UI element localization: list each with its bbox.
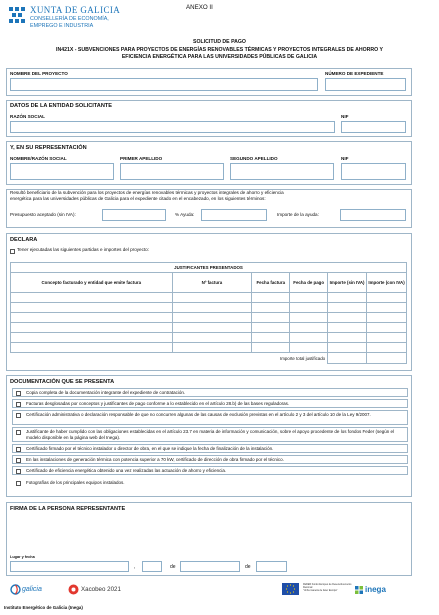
doc-checkbox[interactable] bbox=[16, 391, 21, 396]
place-date-label: Lugar y fecha bbox=[10, 555, 35, 559]
doc-item-label: Justificante de haber cumplido con las obligaciones establecidas en el artículo 23.7 en materia de información y comunicación, sobre el apoyo procedente de los fondos Feder (según el modelo disponible en la página web del Inega). bbox=[26, 428, 394, 440]
col-concept: Concepto facturado y entidad que emite factura bbox=[11, 273, 173, 293]
applicant-nif-field[interactable] bbox=[341, 121, 406, 133]
table-row[interactable] bbox=[11, 303, 407, 313]
doc-item-label: Certificación administrativa o declaración responsable de que no concurren algunas de las causas de exclusión previstas en el artículo 2 y 3 del artículo 10 de la Ley 9/2007. bbox=[26, 411, 371, 417]
total-no-vat-field[interactable] bbox=[328, 353, 367, 364]
project-name-field[interactable] bbox=[10, 78, 318, 91]
total-vat-field[interactable] bbox=[367, 353, 407, 364]
applicant-section-title: DATOS DE LA ENTIDAD SOLICITANTE bbox=[10, 103, 113, 109]
organization-name: Instituto Energético de Galicia (Inega) bbox=[4, 605, 83, 610]
form-subtitle-line1: IN421X - SUBVENCIONES PARA PROYECTOS DE ENERGÍAS RENOVABLES TÉRMICAS Y PROYECTOS INTEGRALES DE AHORRO Y bbox=[56, 47, 383, 53]
doc-item[interactable] bbox=[12, 427, 408, 442]
col-amount-vat: Importe (con IVA) bbox=[367, 273, 407, 293]
galicia-logo-text: galicia bbox=[22, 586, 42, 593]
declares-section-title: DECLARA bbox=[10, 237, 38, 243]
aid-pct-field[interactable] bbox=[201, 209, 267, 221]
declares-checkbox-label: Tener ejecutadas las siguientes partidas e importes del proyecto: bbox=[17, 247, 150, 252]
doc-item[interactable] bbox=[12, 399, 408, 408]
doc-checkbox[interactable] bbox=[16, 469, 21, 474]
beneficiary-text-line1: Resultó beneficiario de la subvención para los proyectos de energías renovables térmicas y proyectos integrales de ahorro y eficiencia bbox=[10, 190, 284, 195]
col-amount-no-vat: Importe (sin IVA) bbox=[328, 273, 367, 293]
doc-item-label: Certificado de eficiencia energética obtenido una vez realizadas las actuación de ahorro y eficiencia. bbox=[26, 467, 227, 473]
department-line1: CONSELLERÍA DE ECONOMÍA, bbox=[30, 16, 109, 22]
eu-feder-text-2: Rexional bbox=[303, 586, 313, 589]
inega-logo-text: inega bbox=[365, 585, 386, 594]
rep-nif-label: NIF bbox=[341, 156, 349, 161]
budget-field[interactable] bbox=[102, 209, 166, 221]
rep-nif-field[interactable] bbox=[341, 163, 406, 180]
doc-item[interactable] bbox=[12, 410, 408, 425]
doc-item-label: Fotografías de los principales equipos instalados. bbox=[26, 479, 125, 485]
total-label: Importe total justificado bbox=[279, 355, 326, 361]
applicant-nif-label: NIF bbox=[341, 114, 349, 119]
xunta-logo bbox=[6, 5, 28, 27]
doc-item[interactable] bbox=[12, 478, 408, 487]
company-name-label: RAZÓN SOCIAL bbox=[10, 114, 45, 119]
eu-feder-text-3: "Unha maneira de facer Europa" bbox=[303, 589, 338, 592]
rep-surname1-field[interactable] bbox=[120, 163, 224, 180]
rep-name-field[interactable] bbox=[10, 163, 114, 180]
table-row[interactable] bbox=[11, 293, 407, 303]
xunta-logo-text: XUNTA DE GALICIA bbox=[30, 5, 121, 15]
table-title: JUSTIFICANTES PRESENTADOS bbox=[11, 263, 407, 273]
xunta-emblem-icon bbox=[6, 5, 28, 27]
table-row[interactable] bbox=[11, 343, 407, 353]
doc-item-label: Copia completa de la documentación integrante del expediente de contratación. bbox=[26, 389, 186, 395]
col-payment-date: Fecha de pago bbox=[290, 273, 328, 293]
xacobeo-logo bbox=[68, 583, 138, 597]
doc-item[interactable] bbox=[12, 444, 408, 453]
company-name-field[interactable] bbox=[10, 121, 335, 133]
eu-feder-text-1: FEDER Fondo Europeo de Desenvolvemento bbox=[303, 583, 352, 586]
doc-checkbox[interactable] bbox=[16, 413, 21, 418]
inega-icon bbox=[355, 586, 363, 594]
doc-checkbox[interactable] bbox=[16, 447, 21, 452]
project-name-label: NOMBRE DEL PROYECTO bbox=[10, 71, 68, 76]
galicia-logo bbox=[10, 583, 50, 597]
department-line2: EMPREGO E INDUSTRIA bbox=[30, 23, 94, 29]
doc-item-label: Facturas desglosadas por conceptos y justificantes de pago conforme a lo establecido en el artículo 28.b) de las bases reguladoras. bbox=[26, 400, 290, 406]
signature-section-title: FIRMA DE LA PERSONA REPRESENTANTE bbox=[10, 506, 126, 512]
annex-label: ANEXO II bbox=[186, 4, 213, 11]
rep-surname2-field[interactable] bbox=[230, 163, 334, 180]
representative-section-title: Y, EN SU REPRESENTACIÓN bbox=[10, 145, 87, 151]
xacobeo-logo-text: Xacobeo 2021 bbox=[81, 586, 121, 593]
col-invoice-number: Nº factura bbox=[172, 273, 252, 293]
doc-item-label: En las instalaciones de generación térmica con potencia superior a 70 kW, certificado de dirección de obra firmado por el técnico. bbox=[26, 456, 284, 462]
file-number-field[interactable] bbox=[325, 78, 406, 91]
doc-item[interactable] bbox=[12, 455, 408, 464]
eu-flag-icon bbox=[282, 583, 299, 595]
rep-name-label: NOMBRE/RAZÓN SOCIAL bbox=[10, 156, 67, 161]
doc-item[interactable] bbox=[12, 388, 408, 397]
doc-checkbox[interactable] bbox=[16, 430, 21, 435]
day-field[interactable] bbox=[142, 561, 162, 572]
doc-checkbox[interactable] bbox=[16, 458, 21, 463]
aid-amount-label: Importe de la ayuda: bbox=[277, 212, 319, 217]
beneficiary-text-line2: energética para las universidades públicas de Galicia para el expediente citado en el encabezado, en los siguientes términos: bbox=[10, 196, 266, 201]
table-row[interactable] bbox=[11, 333, 407, 343]
form-subtitle-line2: EFICIENCIA ENERGÉTICA PARA LAS UNIVERSIDADES PÚBLICAS DE GALICIA bbox=[121, 54, 318, 60]
table-row[interactable] bbox=[11, 323, 407, 333]
place-field[interactable] bbox=[10, 561, 129, 572]
documentation-section-title: DOCUMENTACIÓN QUE SE PRESENTA bbox=[10, 379, 115, 385]
xacobeo-star-icon bbox=[68, 584, 79, 595]
doc-item[interactable] bbox=[12, 466, 408, 475]
place-separator: , bbox=[134, 564, 136, 570]
col-invoice-date: Fecha factura bbox=[252, 273, 290, 293]
file-number-label: NÚMERO DE EXPEDIENTE bbox=[325, 71, 384, 76]
aid-pct-label: % Ayuda: bbox=[175, 212, 195, 217]
doc-checkbox[interactable] bbox=[16, 402, 21, 407]
declares-checkbox[interactable] bbox=[10, 249, 15, 254]
date-de-2: de bbox=[245, 564, 251, 570]
rep-surname1-label: PRIMER APELLIDO bbox=[120, 156, 163, 161]
table-row[interactable] bbox=[11, 313, 407, 323]
doc-item-label: Certificado firmado por el técnico instalador o director de obra, en el que se indique la fecha de finalización de la instalación. bbox=[26, 445, 274, 451]
doc-checkbox[interactable] bbox=[16, 481, 21, 486]
inega-logo bbox=[355, 584, 405, 596]
rep-surname2-label: SEGUNDO APELLIDO bbox=[230, 156, 278, 161]
justificantes-table bbox=[10, 262, 407, 364]
date-de-1: de bbox=[170, 564, 176, 570]
galicia-swirl-icon bbox=[10, 584, 21, 595]
aid-amount-field[interactable] bbox=[340, 209, 406, 221]
budget-label: Presupuesto aceptado (sin IVA): bbox=[10, 212, 76, 217]
form-title: SOLICITUD DE PAGO bbox=[193, 39, 246, 45]
year-field[interactable] bbox=[256, 561, 287, 572]
month-field[interactable] bbox=[180, 561, 240, 572]
